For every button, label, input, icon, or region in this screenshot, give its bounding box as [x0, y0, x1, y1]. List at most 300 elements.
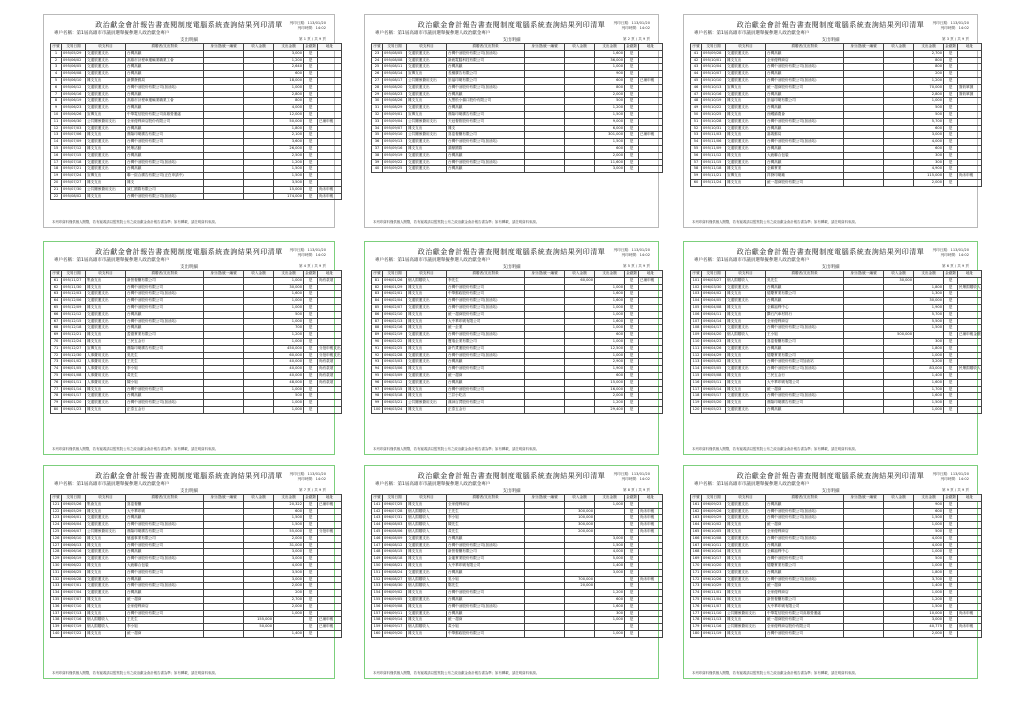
- table-cell: 11,600: [595, 159, 625, 166]
- table-cell: 2,900: [595, 359, 625, 366]
- table-cell: 雜支支出: [86, 338, 126, 345]
- table-cell: 500,000: [884, 332, 914, 339]
- table-cell: 60: [691, 179, 702, 186]
- table-cell: 4,900: [914, 166, 944, 173]
- table-row: [691, 583, 982, 590]
- page-number: 第 3 頁 / 共 9 頁: [941, 37, 969, 41]
- table-cell: [318, 284, 342, 291]
- table-cell: 91: [372, 345, 383, 352]
- page-title: 政治獻金會計報告書查閱制度電腦系統查詢結果列印清單: [736, 472, 925, 480]
- table-cell: [244, 366, 274, 373]
- table-cell: 雜支支出: [726, 379, 766, 386]
- table-cell: [884, 528, 914, 535]
- table-cell: 台灣高鐵: [766, 91, 844, 98]
- table-cell: 雜支支出: [407, 617, 447, 624]
- table-cell: 1,200: [914, 77, 944, 84]
- table-cell: 096/09/02: [383, 590, 407, 597]
- table-cell: 134: [51, 590, 62, 597]
- table-cell: 正泰五金行: [447, 406, 525, 413]
- table-cell: 096/08/30: [383, 583, 407, 590]
- table-cell: 165: [691, 528, 702, 535]
- table-row: [691, 179, 982, 186]
- column-header: 收支科目: [726, 271, 766, 278]
- table-cell: [884, 284, 914, 291]
- column-header: 序號: [372, 271, 383, 278]
- table-cell: 84: [372, 298, 383, 305]
- table-row: [691, 610, 982, 617]
- table-cell: 集會支出: [86, 501, 126, 508]
- table-row: [691, 98, 982, 105]
- table-cell: [884, 542, 914, 549]
- table-cell: 5: [51, 77, 62, 84]
- table-cell: 人事費用支出: [86, 352, 126, 359]
- table-row: [372, 152, 663, 159]
- table-cell: [595, 583, 625, 590]
- table-cell: 是: [625, 91, 639, 98]
- column-header: 身分證/統一編號: [844, 44, 884, 51]
- table-cell: [525, 542, 565, 549]
- table-cell: [884, 338, 914, 345]
- table-cell: 雜支支出: [407, 549, 447, 556]
- column-header: 捐贈者/支出對象: [126, 271, 204, 278]
- column-header: 收入金額: [244, 495, 274, 502]
- table-cell: 是: [625, 338, 639, 345]
- table-cell: 14: [51, 139, 62, 146]
- table-cell: 是: [304, 298, 318, 305]
- table-cell: 75: [51, 372, 62, 379]
- table-cell: 天冠餐飲股份有限公司: [447, 118, 525, 125]
- table-cell: 096/02/25: [383, 345, 407, 352]
- table-cell: 096/05/17: [702, 393, 726, 400]
- table-cell: [884, 91, 914, 98]
- table-cell: [244, 298, 274, 305]
- table-cell: [565, 556, 595, 563]
- table-cell: 096/05/23: [702, 406, 726, 413]
- table-cell: 66: [51, 311, 62, 318]
- table-cell: [844, 345, 884, 352]
- table-cell: 095/06/30: [62, 118, 86, 125]
- table-cell: 是: [625, 501, 639, 508]
- table-cell: 是: [304, 630, 318, 637]
- table-cell: 48: [691, 98, 702, 105]
- account-name: 專戶名稱：第1屆高雄市市議員選舉擬參選人政治獻金專戶: [54, 482, 170, 487]
- table-cell: 42: [691, 57, 702, 64]
- table-cell: [958, 515, 982, 522]
- table-cell: 98: [372, 393, 383, 400]
- table-cell: 096/07/28: [383, 508, 407, 515]
- table-cell: [844, 522, 884, 529]
- table-cell: [884, 352, 914, 359]
- table-cell: 雜支支出: [407, 366, 447, 373]
- table-cell: 是: [304, 576, 318, 583]
- table-cell: 096/09/26: [702, 508, 726, 515]
- table-cell: 096/02/28: [383, 352, 407, 359]
- table-cell: [244, 311, 274, 318]
- table-cell: 70,000: [914, 84, 944, 91]
- table-cell: 是: [304, 291, 318, 298]
- table-cell: 1,400: [595, 562, 625, 569]
- table-cell: 是: [304, 57, 318, 64]
- table-row: [51, 105, 342, 112]
- table-cell: 是: [625, 522, 639, 529]
- table-cell: [844, 284, 884, 291]
- table-cell: 1,000: [274, 84, 304, 91]
- table-cell: 是: [304, 64, 318, 71]
- table-row: [691, 91, 982, 98]
- table-cell: 是: [944, 576, 958, 583]
- table-cell: 132: [51, 576, 62, 583]
- table-cell: [639, 393, 663, 400]
- table-cell: 是: [304, 583, 318, 590]
- table-cell: [884, 125, 914, 132]
- table-cell: 095/09/04: [383, 118, 407, 125]
- table-cell: 2,000: [274, 603, 304, 610]
- table-cell: [525, 386, 565, 393]
- table-cell: [318, 542, 342, 549]
- table-cell: 177: [691, 610, 702, 617]
- table-cell: 2,700: [914, 50, 944, 57]
- column-header: 支出金額: [274, 44, 304, 51]
- table-cell: [844, 542, 884, 549]
- table-row: [372, 91, 663, 98]
- table-cell: [844, 105, 884, 112]
- table-cell: [639, 311, 663, 318]
- table-cell: 台灣高鐵: [126, 91, 204, 98]
- table-row: [51, 304, 342, 311]
- table-cell: 交通旅運支出: [726, 576, 766, 583]
- column-header: 金錢類: [625, 44, 639, 51]
- table-cell: [244, 325, 274, 332]
- table-cell: 雜支支出: [726, 311, 766, 318]
- table-cell: 交通旅運支出: [407, 569, 447, 576]
- table-cell: 是: [304, 125, 318, 132]
- table-cell: 096/02/16: [383, 325, 407, 332]
- table-row: [372, 291, 663, 298]
- table-cell: [565, 298, 595, 305]
- table-cell: [244, 556, 274, 563]
- table-cell: 全聯福利中心: [766, 304, 844, 311]
- table-cell: 統一超商股份有限公司: [447, 311, 525, 318]
- table-cell: 095/10/31: [702, 125, 726, 132]
- table-cell: 15: [51, 145, 62, 152]
- table-cell: 10: [51, 111, 62, 118]
- table-row: [691, 556, 982, 563]
- table-cell: [244, 84, 274, 91]
- table-cell: 119: [691, 400, 702, 407]
- table-cell: [958, 528, 982, 535]
- table-row: [372, 535, 663, 542]
- table-cell: [844, 64, 884, 71]
- column-header: 收支科目: [86, 495, 126, 502]
- table-cell: [565, 291, 595, 298]
- column-header: 收入金額: [884, 44, 914, 51]
- column-header: 金錢類: [944, 495, 958, 502]
- table-cell: 民眾捐贈收入: [958, 366, 982, 373]
- table-cell: 1,000: [914, 590, 944, 597]
- table-cell: 交通旅運支出: [407, 596, 447, 603]
- table-cell: 台灣中油股份有限公司: [126, 610, 204, 617]
- table-cell: [244, 359, 274, 366]
- table-cell: [639, 359, 663, 366]
- table-cell: 是: [304, 379, 318, 386]
- table-cell: [204, 569, 244, 576]
- table-cell: [844, 98, 884, 105]
- table-cell: 雜支: [447, 125, 525, 132]
- table-cell: 是: [625, 583, 639, 590]
- table-cell: 是: [625, 515, 639, 522]
- table-cell: [958, 556, 982, 563]
- table-cell: 台灣中油股份有限公司: [126, 139, 204, 146]
- table-cell: 1,000: [595, 501, 625, 508]
- table-cell: 1,200: [914, 596, 944, 603]
- table-cell: 是: [944, 352, 958, 359]
- table-row: [372, 359, 663, 366]
- column-header: 收支科目: [86, 271, 126, 278]
- print-meta-line: 列印日期：113/01/20: [289, 21, 326, 25]
- table-cell: 095/12/24: [62, 338, 86, 345]
- table-cell: 是: [944, 535, 958, 542]
- table-cell: 53: [691, 132, 702, 139]
- table-cell: 雜支支出: [726, 528, 766, 535]
- table-cell: [639, 617, 663, 624]
- table-cell: 雜支支出: [726, 556, 766, 563]
- table-cell: 公共關係費用支出: [86, 118, 126, 125]
- table-cell: 1,000: [595, 617, 625, 624]
- table-cell: [318, 91, 342, 98]
- table-cell: [244, 542, 274, 549]
- table-cell: 是: [304, 406, 318, 413]
- table-cell: [958, 77, 982, 84]
- column-header: 序號: [51, 271, 62, 278]
- column-header: 地址: [318, 271, 342, 278]
- table-cell: 是: [944, 105, 958, 112]
- table-cell: 公共關係費用支出: [407, 118, 447, 125]
- table-cell: 74: [51, 366, 62, 373]
- column-header: 交易日期: [383, 44, 407, 51]
- table-cell: 是: [625, 576, 639, 583]
- table-cell: [204, 562, 244, 569]
- column-header: 收入金額: [244, 271, 274, 278]
- table-row: [691, 386, 982, 393]
- table-cell: 19: [51, 173, 62, 180]
- table-cell: 雜支支出: [726, 549, 766, 556]
- table-cell: 095/12/15: [62, 318, 86, 325]
- table-cell: 交通旅運支出: [407, 332, 447, 339]
- table-cell: [639, 569, 663, 576]
- table-cell: 170: [691, 562, 702, 569]
- table-row: [372, 284, 663, 291]
- table-cell: 交通旅運支出: [726, 406, 766, 413]
- table-cell: [204, 57, 244, 64]
- table-cell: 40: [372, 166, 383, 173]
- table-row: [372, 352, 663, 359]
- table-cell: [565, 630, 595, 637]
- table-cell: 096/08/09: [383, 535, 407, 542]
- table-cell: [318, 318, 342, 325]
- table-cell: 台灣中油股份有限公司(加油站): [447, 352, 525, 359]
- table-cell: 崇福印刷有限公司: [447, 77, 525, 84]
- table-cell: 096/08/21: [383, 562, 407, 569]
- table-cell: 高雄市計程車運輸業職業工會: [126, 57, 204, 64]
- table-cell: [958, 179, 982, 186]
- table-cell: [565, 145, 595, 152]
- table-cell: [884, 166, 914, 173]
- table-cell: 3,000: [274, 576, 304, 583]
- table-cell: 是: [944, 145, 958, 152]
- table-cell: [958, 152, 982, 159]
- table-cell: [565, 111, 595, 118]
- table-cell: 台灣高鐵: [126, 590, 204, 597]
- table-cell: [844, 111, 884, 118]
- table-row: [51, 98, 342, 105]
- table-cell: [958, 386, 982, 393]
- column-header: 捐贈者/支出對象: [447, 44, 525, 51]
- table-cell: [884, 179, 914, 186]
- column-header: 金錢類: [944, 271, 958, 278]
- table-cell: 宣傳支出: [86, 111, 126, 118]
- table-cell: [639, 98, 663, 105]
- table-cell: [958, 57, 982, 64]
- table-cell: 台灣高鐵: [766, 298, 844, 305]
- table-cell: 1,800: [914, 569, 944, 576]
- table-cell: 人事費用支出: [86, 372, 126, 379]
- table-cell: [565, 152, 595, 159]
- table-cell: [565, 386, 595, 393]
- page-title: 政治獻金會計報告書查閱制度電腦系統查詢結果列印清單: [95, 248, 283, 256]
- table-cell: [639, 338, 663, 345]
- table-cell: [958, 583, 982, 590]
- table-row: [691, 277, 982, 284]
- table-cell: 王先生: [126, 617, 204, 624]
- table-cell: 096/08/03: [383, 522, 407, 529]
- table-cell: [244, 522, 274, 529]
- table-cell: 交通旅運支出: [407, 372, 447, 379]
- table-cell: 台灣高鐵: [126, 549, 204, 556]
- table-cell: 096/10/14: [702, 549, 726, 556]
- table-cell: 台灣中油股份有限公司(加油站): [126, 193, 204, 200]
- table-cell: [844, 318, 884, 325]
- table-cell: [844, 145, 884, 152]
- table-cell: [525, 345, 565, 352]
- table-cell: [595, 522, 625, 529]
- table-cell: [639, 379, 663, 386]
- table-cell: 雜支支出: [407, 556, 447, 563]
- table-cell: 096/04/11: [702, 311, 726, 318]
- table-cell: [884, 372, 914, 379]
- table-cell: 600: [595, 372, 625, 379]
- table-cell: 是: [944, 298, 958, 305]
- table-cell: 095/12/09: [62, 304, 86, 311]
- table-cell: 新竹貨運股份有限公司: [447, 345, 525, 352]
- table-header-row: [372, 44, 663, 51]
- column-header: 收入金額: [884, 271, 914, 278]
- account-name: 專戶名稱：第1屆高雄市市議員選舉擬參選人政治獻金專戶: [54, 31, 170, 36]
- table-cell: 104: [691, 298, 702, 305]
- table-cell: 096/05/11: [702, 379, 726, 386]
- table-row: [372, 345, 663, 352]
- table-row: [51, 145, 342, 152]
- table-cell: 是: [944, 501, 958, 508]
- table-cell: 陳小姐: [126, 379, 204, 386]
- table-cell: 096/05/20: [702, 400, 726, 407]
- table-cell: 雜支支出: [407, 98, 447, 105]
- table-cell: 1,600: [595, 603, 625, 610]
- table-cell: 115,000: [914, 173, 944, 180]
- table-cell: [884, 406, 914, 413]
- table-row: [372, 522, 663, 529]
- table-cell: [244, 318, 274, 325]
- table-cell: [204, 152, 244, 159]
- table-cell: 096/09/11: [383, 610, 407, 617]
- table-cell: 交通旅運支出: [86, 91, 126, 98]
- table-cell: 17: [51, 159, 62, 166]
- table-cell: 2,000: [595, 152, 625, 159]
- table-cell: [525, 549, 565, 556]
- table-cell: 4: [51, 71, 62, 78]
- table-cell: 96: [372, 379, 383, 386]
- table-cell: 是: [304, 569, 318, 576]
- table-cell: [525, 400, 565, 407]
- table-cell: [318, 535, 342, 542]
- table-cell: 54: [691, 139, 702, 146]
- table-cell: 153: [372, 583, 383, 590]
- table-cell: 150: [372, 562, 383, 569]
- table-cell: 高雄市計程車運輸業職業工會: [126, 98, 204, 105]
- page-number: 第 5 頁 / 共 9 頁: [622, 264, 650, 268]
- table-cell: [844, 400, 884, 407]
- table-cell: 尚有款項: [318, 366, 342, 373]
- table-row: [372, 400, 663, 407]
- column-header: 序號: [51, 495, 62, 502]
- section-label: 支出明細: [502, 38, 521, 43]
- table-cell: 096/11/10: [702, 610, 726, 617]
- table-cell: [884, 522, 914, 529]
- table-cell: 095/05/29: [62, 50, 86, 57]
- table-row: [51, 528, 342, 535]
- table-cell: 096/10/08: [702, 535, 726, 542]
- table-cell: 是: [304, 179, 318, 186]
- table-cell: 台灣中油股份有限公司(加油站): [766, 508, 844, 515]
- table-cell: 095/07/03: [62, 125, 86, 132]
- table-cell: 全家便利商店: [766, 590, 844, 597]
- table-cell: [244, 576, 274, 583]
- table-cell: 095/10/22: [702, 105, 726, 112]
- table-cell: 台灣高鐵: [447, 64, 525, 71]
- table-cell: 096/07/01: [62, 583, 86, 590]
- table-cell: 1,000: [914, 562, 944, 569]
- column-header: 地址: [958, 44, 982, 51]
- table-cell: 台灣高鐵: [766, 105, 844, 112]
- table-cell: 095/06/23: [62, 105, 86, 112]
- table-cell: 30,000: [914, 298, 944, 305]
- table-cell: 是: [304, 145, 318, 152]
- table-cell: [884, 359, 914, 366]
- table-cell: 台灣中油股份有限公司(加油站): [766, 393, 844, 400]
- table-cell: 095/12/18: [62, 325, 86, 332]
- table-cell: 096/09/17: [383, 624, 407, 631]
- table-cell: 155,000: [244, 617, 274, 624]
- table-cell: 是: [944, 393, 958, 400]
- table-cell: 民眾捐贈收入: [958, 284, 982, 291]
- table-cell: 096/03/12: [383, 379, 407, 386]
- table-cell: 096/03/30: [702, 284, 726, 291]
- table-cell: [844, 624, 884, 631]
- table-row: [51, 624, 342, 631]
- table-cell: 095/11/27: [62, 277, 86, 284]
- table-row: [372, 84, 663, 91]
- table-cell: [958, 522, 982, 529]
- table-cell: [525, 71, 565, 78]
